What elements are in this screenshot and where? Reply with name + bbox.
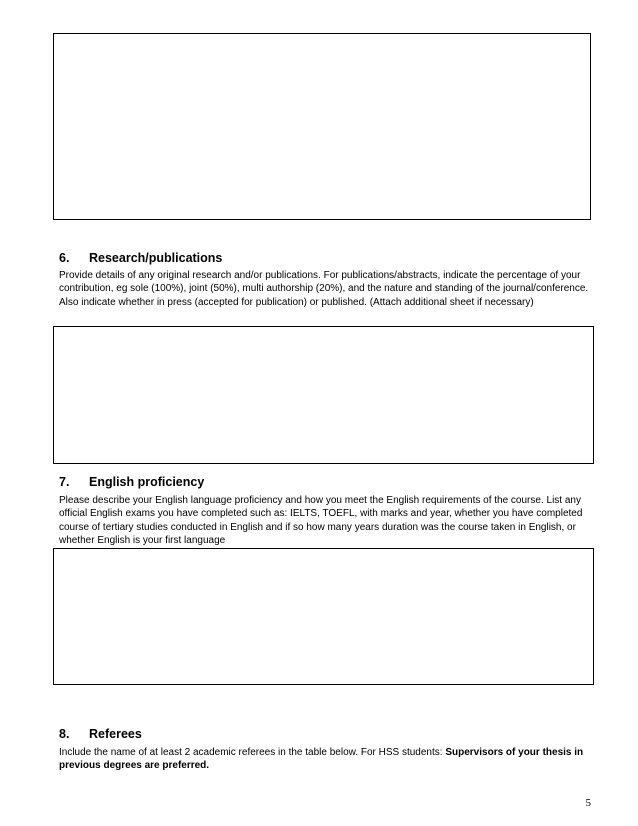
section-8-title: Referees xyxy=(89,727,142,741)
section-6-instructions: Provide details of any original research and/or publications. For publications/abstracts, indicate the percentage of your contribution, eg sole (100%), joint (50%), multi authorship (20%), and the nature and standing of the journal/conference. Also indicate whether in press (accepted for publication) or published. (Attach additional sheet if necessary) xyxy=(59,270,589,308)
section-6-heading xyxy=(59,251,222,265)
section-7-instructions: Please describe your English language proficiency and how you meet the English requirements of the course. List any official English exams you have completed such as: IELTS, TOEFL, with marks and year, whether you have completed course of tertiary studies conducted in English and if so how many years duration was the course taken in English, or whether English is your first language xyxy=(59,495,583,547)
section-8-instructions-text: Include the name of at least 2 academic referees in the table below. For HSS students: xyxy=(59,747,443,758)
page-number: 5 xyxy=(585,797,591,809)
section-8-instructions xyxy=(59,746,589,773)
section-6-number: 6. xyxy=(59,251,70,265)
section-8-number: 8. xyxy=(59,727,70,741)
section-8-heading xyxy=(59,727,142,741)
english-proficiency-answer-box[interactable] xyxy=(53,548,594,685)
section-6-title: Research/publications xyxy=(89,251,223,265)
section-7-heading xyxy=(59,475,204,489)
section-8-instructions-bold: Supervisors of your thesis in previous degrees are preferred. xyxy=(59,747,584,772)
previous-section-answer-box[interactable] xyxy=(53,33,591,220)
research-publications-answer-box[interactable] xyxy=(53,326,594,464)
section-7-number: 7. xyxy=(59,475,70,489)
section-7-title: English proficiency xyxy=(89,475,205,489)
